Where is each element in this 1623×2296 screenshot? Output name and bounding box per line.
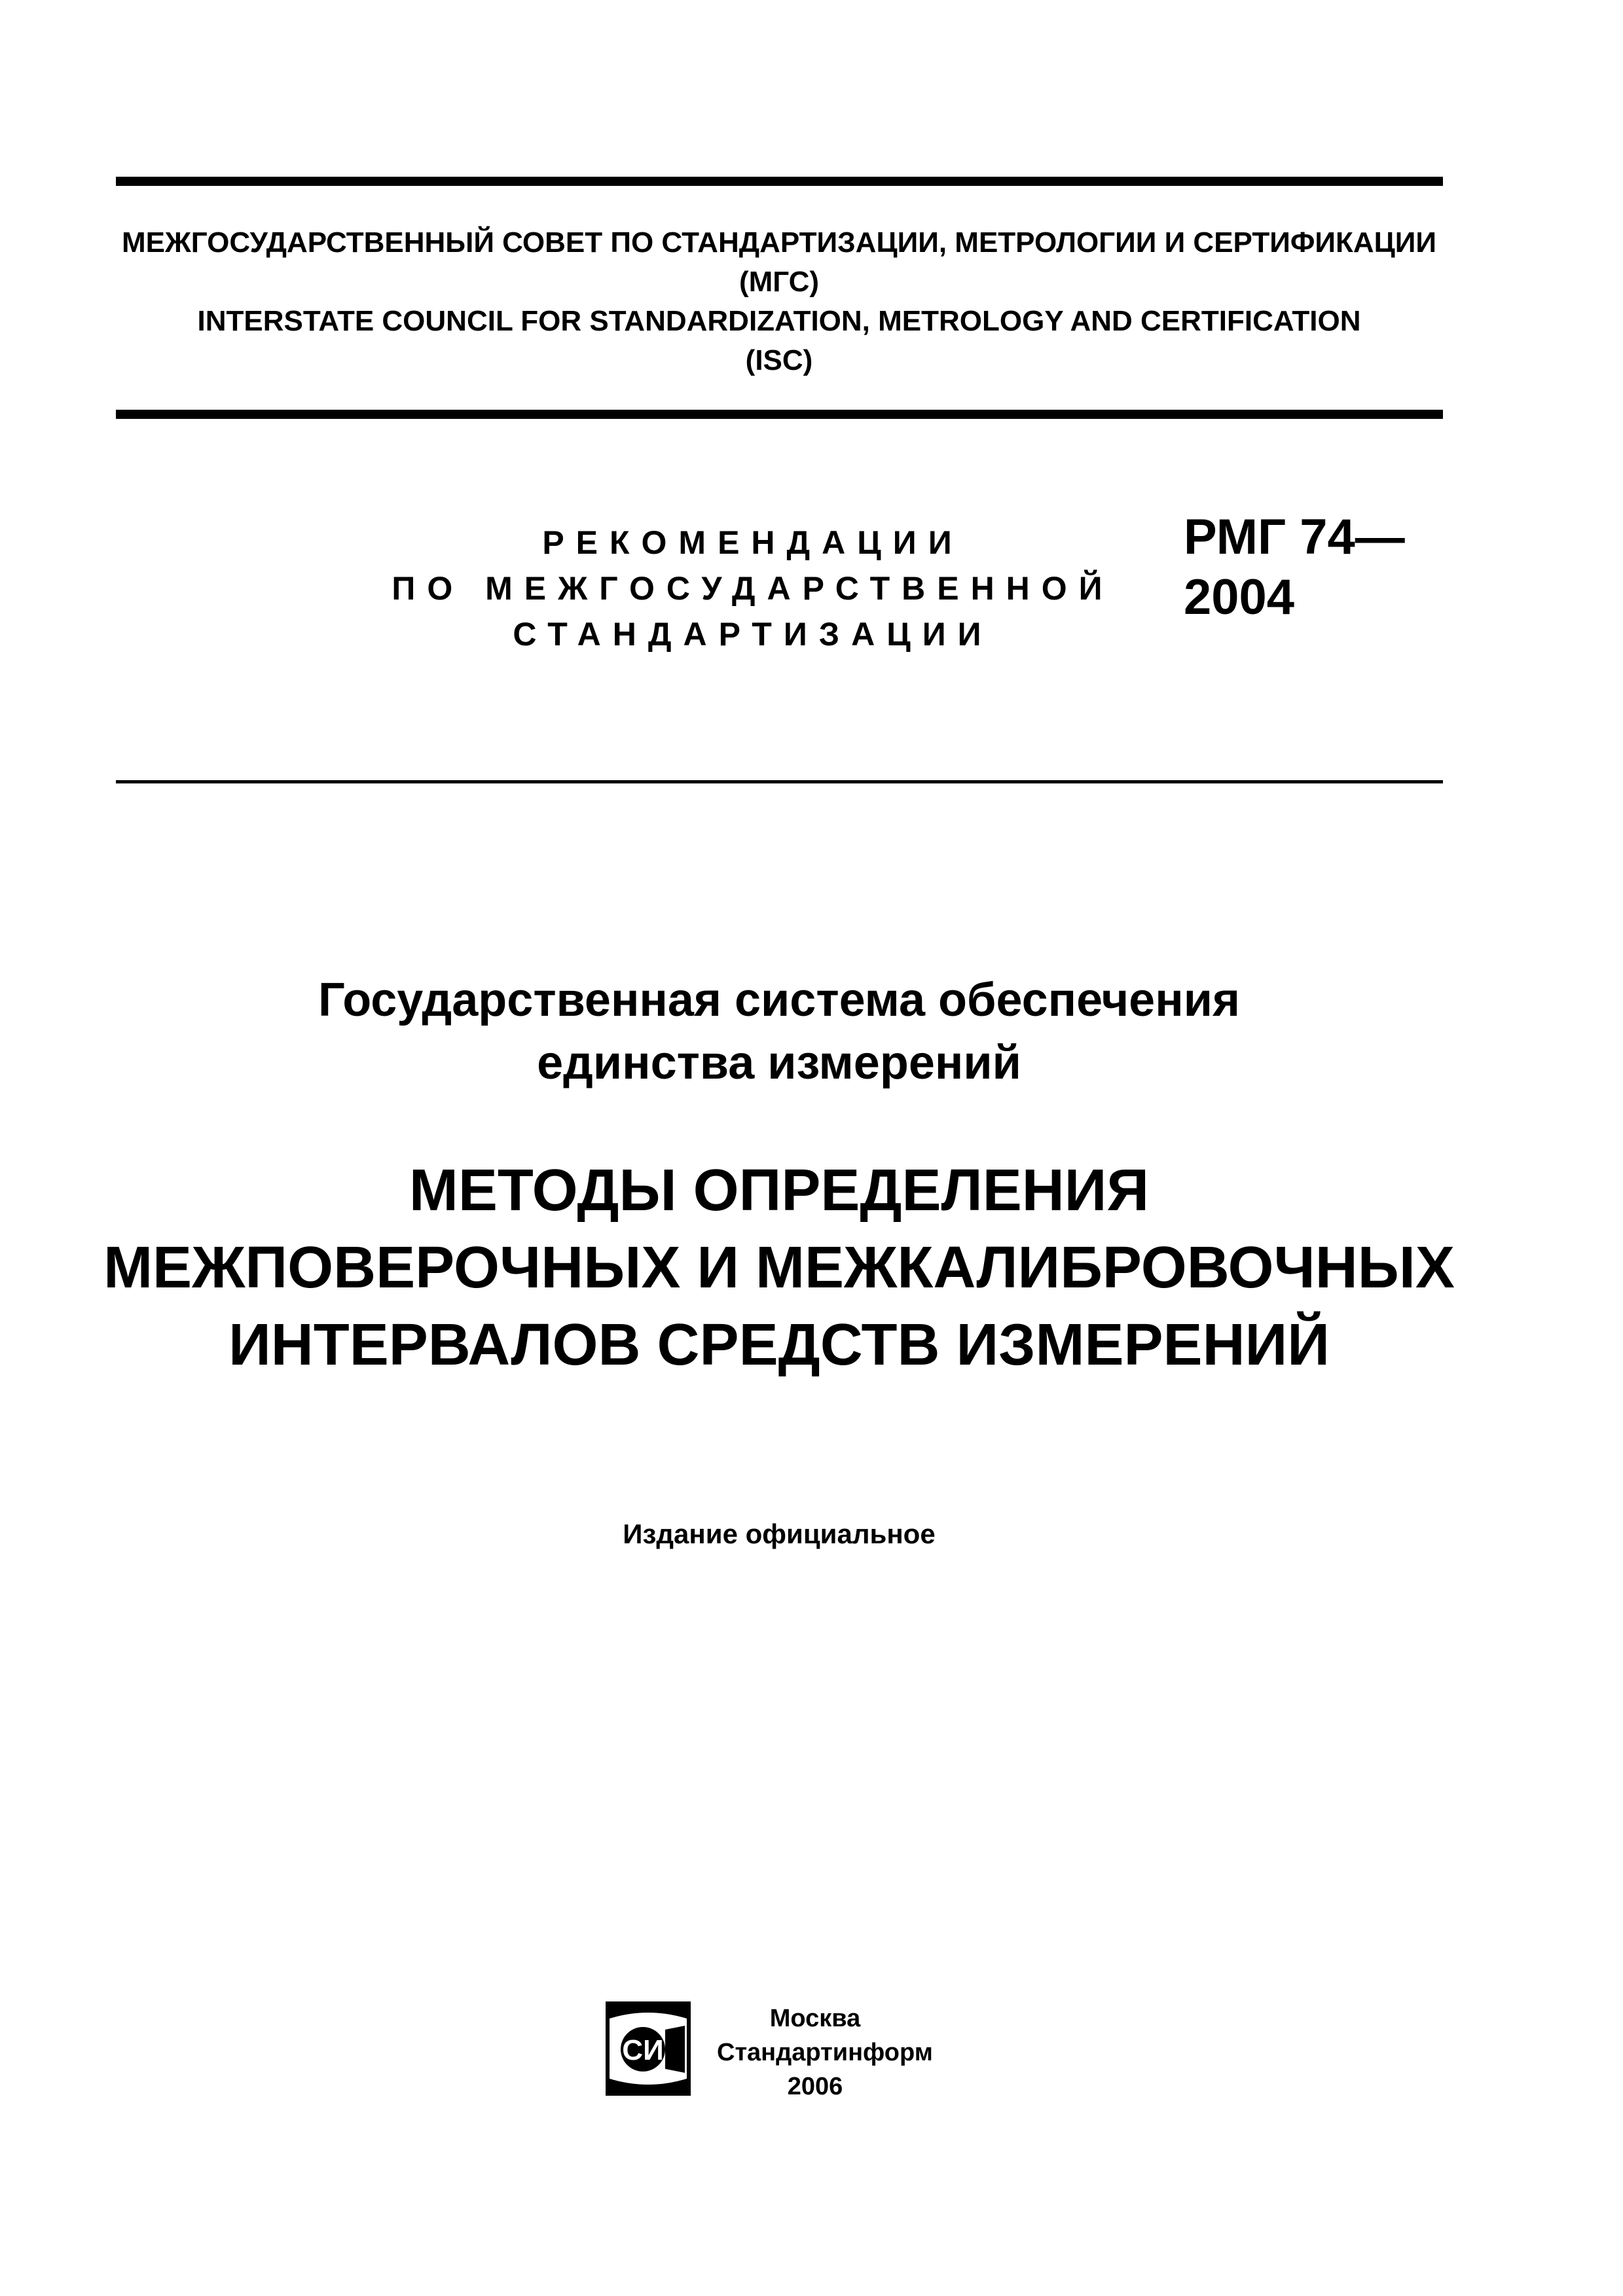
council-abbr-en: (ISC): [745, 344, 813, 376]
separator-rule: [116, 780, 1443, 783]
council-header: [79, 223, 1480, 380]
document-subtitle: [79, 969, 1480, 1094]
publisher-year: 2006: [787, 2073, 843, 2100]
council-name-ru: МЕЖГОСУДАРСТВЕННЫЙ СОВЕТ ПО СТАНДАРТИЗАЦИИ, МЕТРОЛОГИИ И СЕРТИФИКАЦИИ: [121, 226, 1437, 259]
council-name-en: INTERSTATE COUNCIL FOR STANDARDIZATION, METROLOGY AND CERTIFICATION: [197, 305, 1361, 337]
svg-text:СИ: СИ: [622, 2034, 664, 2066]
publisher-block: [717, 2001, 933, 2104]
standartinform-logo-icon: [602, 2000, 694, 2098]
title-line-3: ИНТЕРВАЛОВ СРЕДСТВ ИЗМЕРЕНИЙ: [228, 1312, 1330, 1378]
title-line-2: МЕЖПОВЕРОЧНЫХ И МЕЖКАЛИБРОВОЧНЫХ: [103, 1235, 1455, 1300]
subtitle-line-1: Государственная система обеспечения: [318, 974, 1240, 1026]
document-series: [367, 520, 1139, 657]
series-line-3: СТАНДАРТИЗАЦИИ: [513, 616, 993, 653]
publisher-city: Москва: [769, 2005, 861, 2032]
edition-note: Издание официальное: [623, 1518, 936, 1549]
designation-line-1: РМГ 74—: [1184, 509, 1405, 565]
series-line-2: ПО МЕЖГОСУДАРСТВЕННОЙ: [392, 570, 1114, 607]
top-rule: [116, 177, 1443, 186]
publisher-name: Стандартинформ: [717, 2039, 933, 2066]
document-title: [79, 1152, 1480, 1384]
subtitle-line-2: единства измерений: [537, 1037, 1021, 1089]
title-line-1: МЕТОДЫ ОПРЕДЕЛЕНИЯ: [409, 1158, 1150, 1223]
series-line-1: РЕКОМЕНДАЦИИ: [542, 524, 964, 561]
designation-line-2: 2004: [1184, 569, 1295, 625]
document-designation: [1184, 507, 1405, 628]
council-abbr-ru: (МГС): [739, 266, 820, 298]
header-bottom-rule: [116, 410, 1443, 419]
